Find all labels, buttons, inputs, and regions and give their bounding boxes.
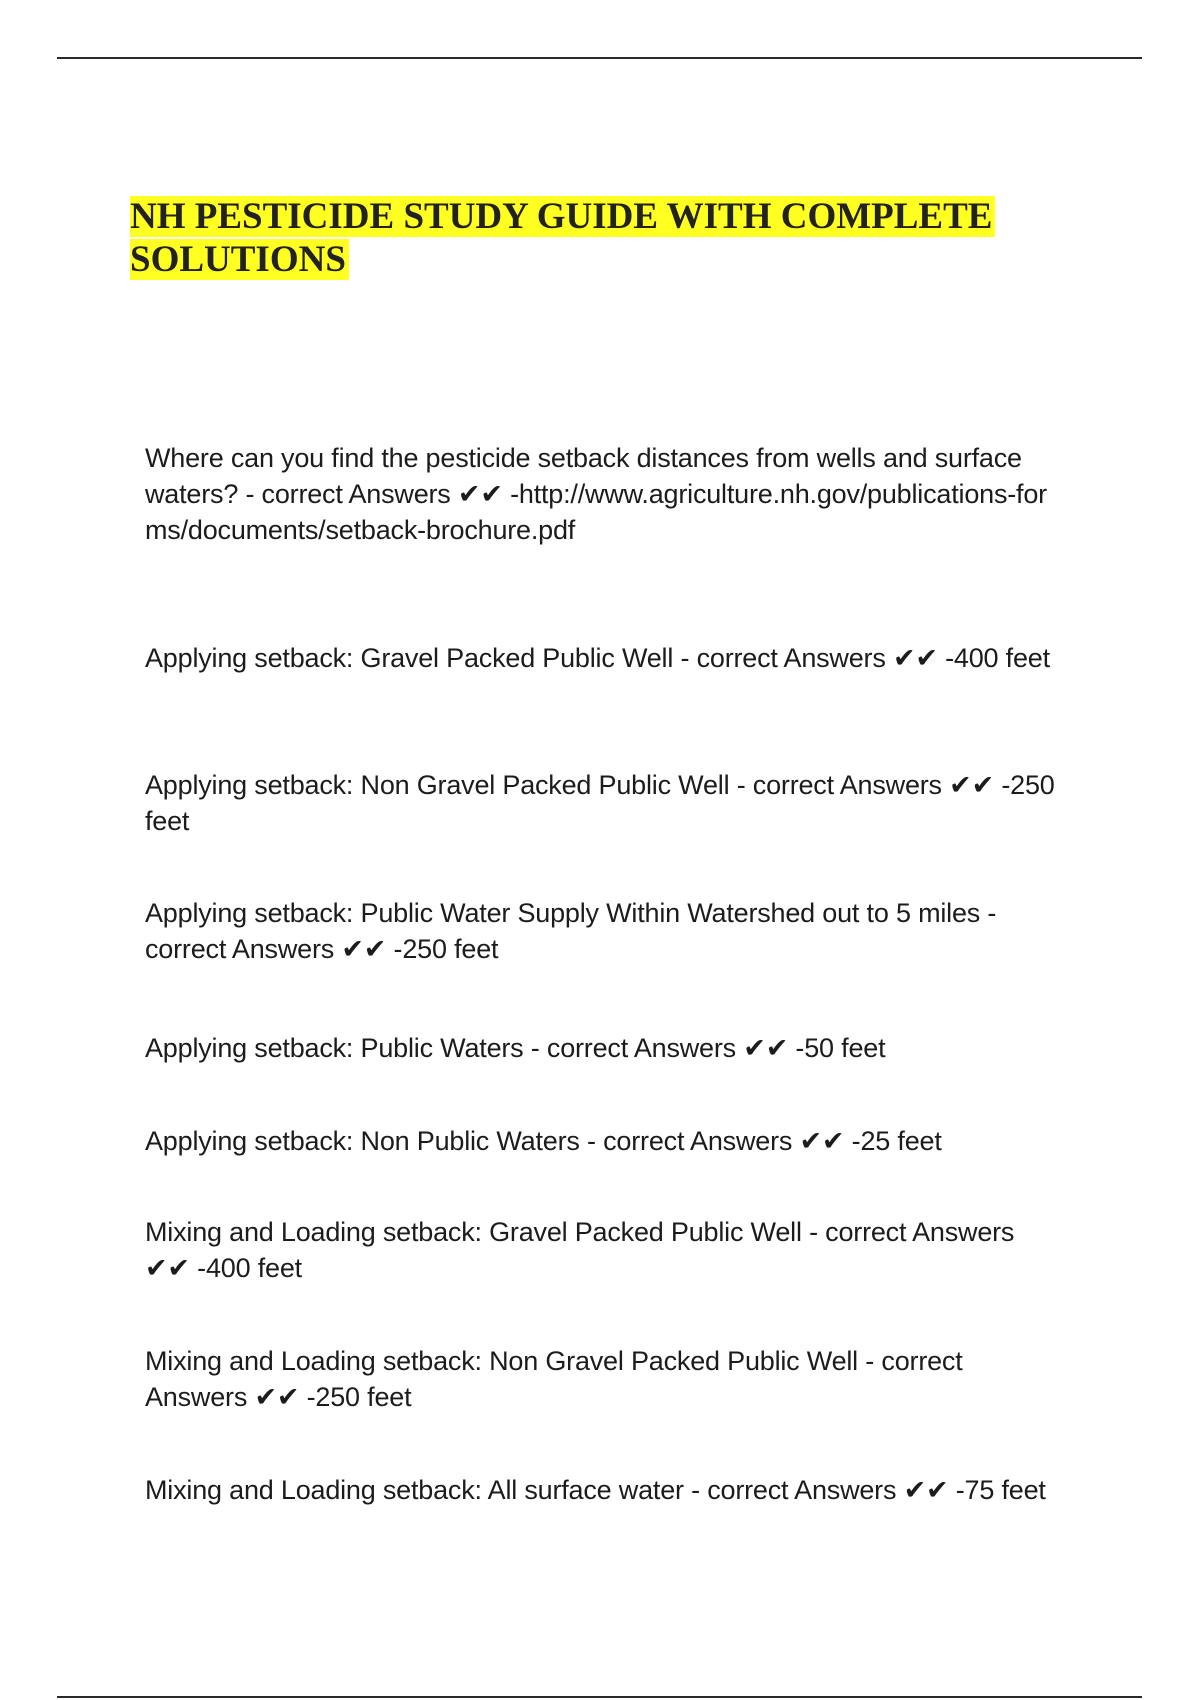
question-text: Where can you find the pesticide setback distances from wells and surface waters? [145, 443, 1022, 509]
answer-label: correct Answers [546, 1033, 736, 1063]
question-text: Mixing and Loading setback: Non Gravel Packed Public Well [145, 1346, 858, 1376]
qa-item: Mixing and Loading setback: Non Gravel Packed Public Well - correct Answers ✔✔ -250 feet [145, 1346, 963, 1412]
double-check-icon: ✔✔ [903, 1475, 949, 1505]
answer-label: correct Answers [261, 479, 451, 509]
answer-text: 75 feet [964, 1475, 1046, 1505]
double-check-icon: ✔✔ [743, 1033, 789, 1063]
double-check-icon: ✔✔ [892, 643, 938, 673]
answer-text: 250 feet [145, 770, 1055, 836]
double-check-icon: ✔✔ [254, 1382, 300, 1412]
qa-item: Applying setback: Public Waters - correct Answers ✔✔ -50 feet [145, 1033, 886, 1063]
qa-item: Mixing and Loading setback: All surface water - correct Answers ✔✔ -75 feet [145, 1475, 1046, 1505]
answer-label: correct Answers [696, 643, 886, 673]
qa-item: Where can you find the pesticide setback distances from wells and surface waters? - correct Answers ✔✔ -http://www.agriculture.nh.gov/publications-forms/documents/setback-brochure.pdf [145, 443, 1047, 545]
qa-item: Applying setback: Public Water Supply Within Watershed out to 5 miles - correct Answers ✔✔ -250 feet [145, 898, 997, 964]
answer-text: 400 feet [205, 1253, 302, 1283]
question-text: Mixing and Loading setback: All surface water [145, 1475, 684, 1505]
question-text: Applying setback: Public Water Supply Within Watershed out to 5 miles [145, 898, 981, 928]
double-check-icon: ✔✔ [341, 934, 387, 964]
answer-label: correct Answers [825, 1217, 1015, 1247]
answer-text: 50 feet [804, 1033, 886, 1063]
double-check-icon: ✔✔ [457, 479, 503, 509]
double-check-icon: ✔✔ [949, 770, 995, 800]
answer-label: correct Answers [707, 1475, 897, 1505]
answer-label: correct Answers [752, 770, 942, 800]
answer-label: correct Answers [145, 934, 335, 964]
answer-label: correct Answers [603, 1126, 793, 1156]
qa-item: Applying setback: Non Public Waters - correct Answers ✔✔ -25 feet [145, 1126, 942, 1156]
answer-text: 25 feet [860, 1126, 942, 1156]
question-text: Applying setback: Non Public Waters [145, 1126, 580, 1156]
question-text: Mixing and Loading setback: Gravel Packed Public Well [145, 1217, 802, 1247]
title-highlight: NH PESTICIDE STUDY GUIDE WITH COMPLETE SOLUTIONS [130, 196, 995, 280]
question-text: Applying setback: Public Waters [145, 1033, 524, 1063]
answer-text: http://www.agriculture.nh.gov/publications-forms/documents/setback-brochure.pdf [145, 479, 1047, 545]
double-check-icon: ✔✔ [799, 1126, 845, 1156]
qa-item: Applying setback: Non Gravel Packed Public Well - correct Answers ✔✔ -250 feet [145, 770, 1055, 836]
question-text: Applying setback: Non Gravel Packed Public Well [145, 770, 730, 800]
bottom-divider [57, 1696, 1142, 1698]
top-divider [57, 57, 1142, 59]
double-check-icon: ✔✔ [145, 1253, 190, 1283]
answer-text: 400 feet [953, 643, 1050, 673]
answer-label: correct Answers [145, 1346, 963, 1412]
question-text: Applying setback: Gravel Packed Public Well [145, 643, 674, 673]
answer-text: 250 feet [315, 1382, 412, 1412]
answer-text: 250 feet [402, 934, 499, 964]
qa-item: Mixing and Loading setback: Gravel Packed Public Well - correct Answers ✔✔ -400 feet [145, 1217, 1015, 1283]
document-title [130, 195, 1030, 281]
qa-item: Applying setback: Gravel Packed Public Well - correct Answers ✔✔ -400 feet [145, 643, 1050, 673]
